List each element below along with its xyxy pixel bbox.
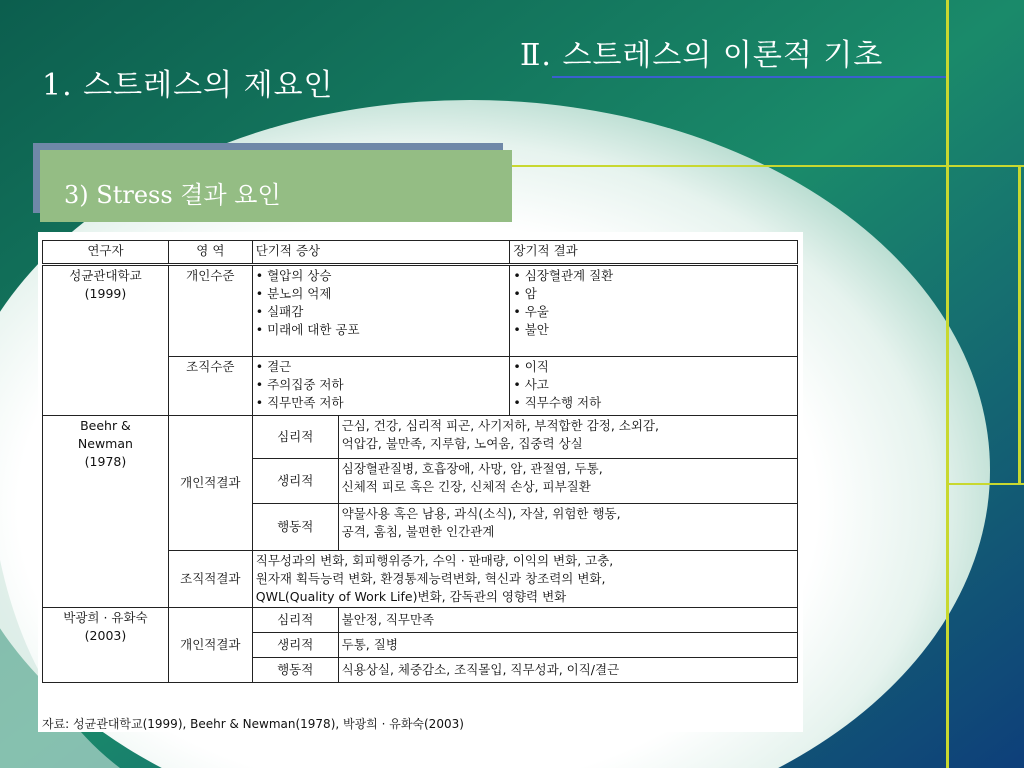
sub-title: 1. 스트레스의 제요인 — [42, 68, 334, 103]
long-term-cell: • 심장혈관계 질환 • 암 • 우울 • 불안 — [510, 265, 798, 357]
accent-vertical-line-right — [1018, 165, 1021, 485]
type-cell: 심리적 — [252, 416, 338, 459]
detail-cell: 심장혈관질병, 호흡장애, 사망, 암, 관절염, 두통, 신체적 피로 혹은 긴장, 신체적 손상, 피부질환 — [338, 459, 797, 504]
main-title-underline — [552, 76, 946, 78]
type-cell: 행동적 — [252, 658, 338, 683]
detail-cell: 불안정, 직무만족 — [338, 608, 797, 633]
type-cell: 생리적 — [252, 459, 338, 504]
table-header-row — [43, 241, 798, 265]
area-cell: 개인적결과 — [168, 608, 252, 683]
header-area: 영 역 — [168, 241, 252, 265]
section-title: 3) Stress 결과 요인 — [64, 181, 281, 209]
stress-results-table — [42, 240, 798, 683]
detail-cell: 두통, 질병 — [338, 633, 797, 658]
table-row — [43, 608, 798, 633]
accent-horizontal-line — [512, 165, 1024, 167]
short-term-cell: • 결근 • 주의집중 저하 • 직무만족 저하 — [252, 357, 510, 416]
long-term-cell: • 이직 • 사고 • 직무수행 저하 — [510, 357, 798, 416]
table-row — [43, 416, 798, 459]
accent-vertical-line — [946, 0, 949, 768]
detail-cell: 직무성과의 변화, 회피행위증가, 수익 · 판매량, 이익의 변화, 고충, 원자재 획득능력 변화, 환경통제능력변화, 혁신과 창조력의 변화, QWL(Quality of Work Life)변화, 감독관의 영향력 변화 — [252, 551, 797, 608]
table-row — [43, 265, 798, 357]
area-cell: 조직적결과 — [168, 551, 252, 608]
detail-cell: 약물사용 혹은 남용, 과식(소식), 자살, 위험한 행동, 공격, 훔침, 불편한 인간관계 — [338, 504, 797, 551]
area-cell: 개인수준 — [168, 265, 252, 357]
researcher-cell: Beehr & Newman (1978) — [43, 416, 169, 608]
stress-results-table-panel — [38, 232, 803, 732]
table-source-note: 자료: 성균관대학교(1999), Beehr & Newman(1978), 박광희 · 유화숙(2003) — [42, 717, 464, 731]
type-cell: 생리적 — [252, 633, 338, 658]
detail-cell: 근심, 건강, 심리적 피곤, 사기저하, 부적합한 감정, 소외감, 억압감, 불만족, 지루함, 노여움, 집중력 상실 — [338, 416, 797, 459]
main-title: Ⅱ. 스트레스의 이론적 기초 — [520, 38, 884, 73]
type-cell: 심리적 — [252, 608, 338, 633]
detail-cell: 식용상실, 체중감소, 조직몰입, 직무성과, 이직/결근 — [338, 658, 797, 683]
header-long-term: 장기적 결과 — [510, 241, 798, 265]
researcher-cell: 박광희 · 유화숙 (2003) — [43, 608, 169, 683]
area-cell: 개인적결과 — [168, 416, 252, 551]
researcher-cell: 성균관대학교 (1999) — [43, 265, 169, 416]
area-cell: 조직수준 — [168, 357, 252, 416]
short-term-cell: • 혈압의 상승 • 분노의 억제 • 실패감 • 미래에 대한 공포 — [252, 265, 510, 357]
header-researcher: 연구자 — [43, 241, 169, 265]
type-cell: 행동적 — [252, 504, 338, 551]
header-short-term: 단기적 증상 — [252, 241, 510, 265]
accent-horizontal-line-lower — [946, 483, 1024, 485]
